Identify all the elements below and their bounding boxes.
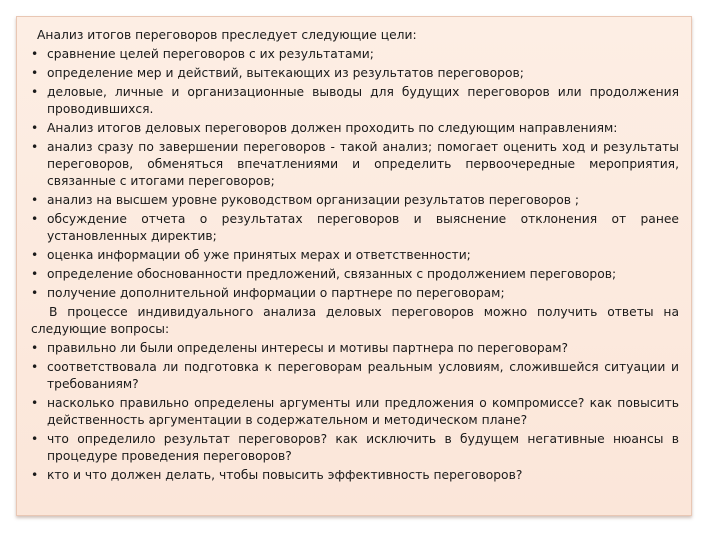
list-item (31, 46, 679, 63)
bullet-icon: • (31, 193, 39, 207)
list-item-text: правильно ли были определены интересы и мотивы партнера по переговорам? (47, 341, 569, 355)
bullet-icon: • (31, 432, 39, 446)
list-item (31, 65, 679, 82)
bullet-icon: • (31, 85, 39, 99)
list-item (31, 340, 679, 357)
list-item (31, 431, 679, 465)
list-item (31, 266, 679, 283)
bullet-icon: • (31, 341, 39, 355)
list-item (31, 84, 679, 118)
goals-list (31, 46, 679, 302)
bullet-icon: • (31, 267, 39, 281)
list-item-text: деловые, личные и организационные выводы для будущих переговоров или продолжения проводившихся. (47, 85, 679, 116)
list-item-text: что определило результат переговоров? как исключить в будущем негативные нюансы в процедуре проведения переговоров? (47, 432, 679, 463)
list-item (31, 211, 679, 245)
list-item-text: насколько правильно определены аргументы или предложения о компромиссе? как повысить действенность аргументации в содержательном и методическом плане? (47, 396, 679, 427)
bullet-icon: • (31, 248, 39, 262)
bullet-icon: • (31, 121, 39, 135)
list-item-text: получение дополнительной информации о партнере по переговорам; (47, 286, 505, 300)
list-item (31, 247, 679, 264)
bullet-icon: • (31, 212, 39, 226)
list-item-text: сравнение целей переговоров с их результатами; (47, 47, 374, 61)
analysis-questions-intro: В процессе индивидуального анализа деловых переговоров можно получить ответы на следующие вопросы: (31, 305, 679, 336)
bullet-icon: • (31, 468, 39, 482)
list-item (31, 359, 679, 393)
list-item-text: Анализ итогов деловых переговоров должен проходить по следующим направлениям: (47, 121, 618, 135)
list-item (31, 139, 679, 190)
bullet-icon: • (31, 286, 39, 300)
bullet-icon: • (31, 47, 39, 61)
list-item (31, 395, 679, 429)
list-item (31, 285, 679, 302)
list-item-text: анализ на высшем уровне руководством организации результатов переговоров ; (47, 193, 580, 207)
list-item (31, 467, 679, 484)
bullet-icon: • (31, 396, 39, 410)
list-item-text: обсуждение отчета о результатах переговоров и выяснение отклонения от ранее установленных директив; (47, 212, 679, 243)
list-item-text: анализ сразу по завершении переговоров - такой анализ; помогает оценить ход и результаты переговоров, обменяться впечатлениями и определить первоочередные мероприятия, связанные с итогами переговоров; (47, 140, 679, 188)
bullet-icon: • (31, 66, 39, 80)
list-item-text: определение обоснованности предложений, связанных с продолжением переговоров; (47, 267, 617, 281)
bullet-icon: • (31, 360, 39, 374)
list-item (31, 120, 679, 137)
list-item-text: оценка информации об уже принятых мерах и ответственности; (47, 248, 471, 262)
slide-text-box (16, 16, 692, 516)
bullet-icon: • (31, 140, 39, 154)
list-item-text: определение мер и действий, вытекающих из результатов переговоров; (47, 66, 524, 80)
slide-content (31, 27, 679, 486)
intro-paragraph: Анализ итогов переговоров преследует следующие цели: (37, 28, 417, 42)
list-item (31, 192, 679, 209)
list-item-text: соответствовала ли подготовка к переговорам реальным условиям, сложившейся ситуации и требованиям? (47, 360, 679, 391)
questions-list (31, 340, 679, 484)
list-item-text: кто и что должен делать, чтобы повысить эффективность переговоров? (47, 468, 523, 482)
